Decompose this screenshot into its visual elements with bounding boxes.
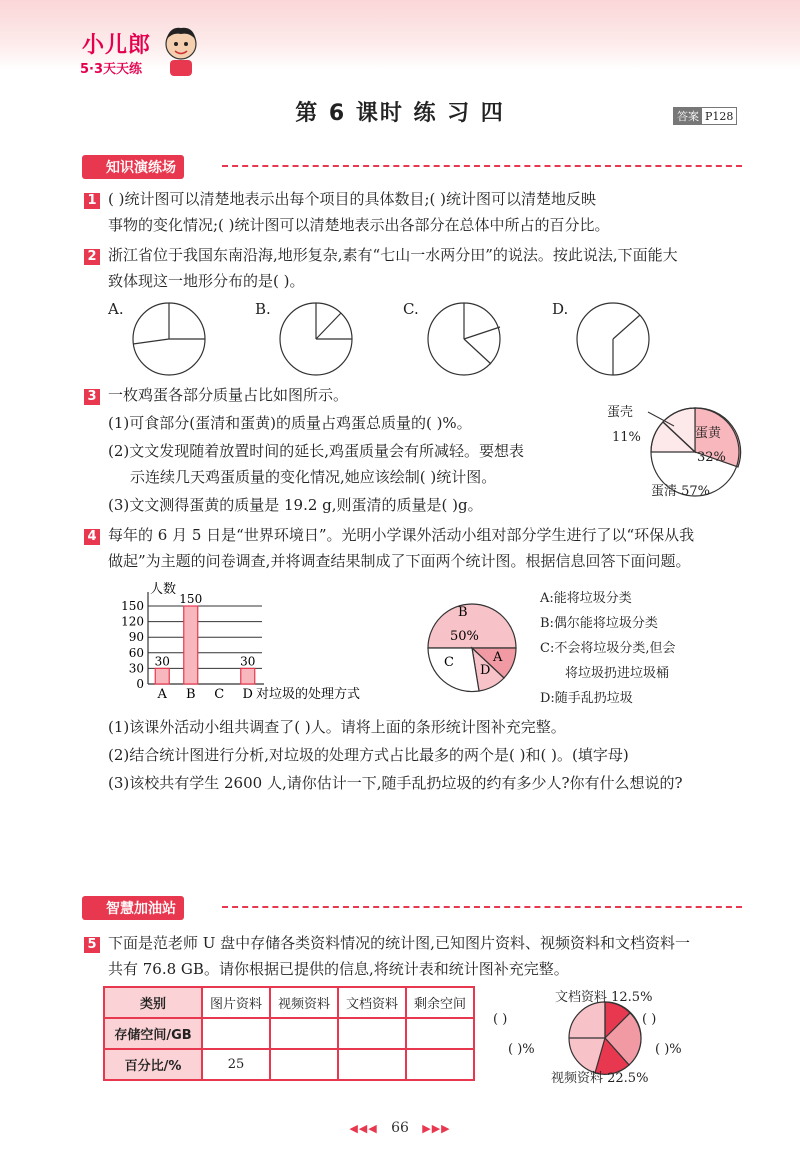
answer-page: P128 [705, 110, 734, 123]
q5-pie-blank-right-pct[interactable]: ( )% [655, 1042, 682, 1057]
pie-label-a: A [493, 650, 503, 665]
q5-line1: 下面是范老师 U 盘中存储各类资料情况的统计图,已知图片资料、视频资料和文档资料一 [108, 934, 690, 952]
bar-value-label: 150 [179, 592, 203, 606]
lesson-title: 第 6 课时 练 习 四 [295, 101, 505, 126]
q2-line1: 浙江省位于我国东南沿海,地形复杂,素有“七山一水两分田”的说法。按此说法,下面能大 [108, 246, 678, 264]
pie-label-c: C [444, 655, 454, 670]
q2-number-badge: 2 [84, 246, 100, 265]
q4-bar-chart [110, 578, 400, 708]
table-header-free: 剩余空间 [406, 987, 474, 1018]
egg-shell-label: 蛋壳 [607, 405, 634, 420]
egg-yolk-label: 蛋黄 [695, 426, 722, 441]
pie-label-b-pct: 50% [450, 629, 479, 644]
bar-chart-ylabel: 人数 [150, 582, 177, 597]
q5-number-badge: 5 [84, 934, 100, 953]
q4-number-badge: 4 [84, 526, 100, 545]
table-cell[interactable] [406, 1049, 474, 1080]
q5-pie-blank-left-pct[interactable]: ( )% [508, 1042, 535, 1057]
q4-legend-a: A:能将垃圾分类 [540, 591, 632, 606]
table-row-storage-label: 存储空间/GB [104, 1018, 202, 1049]
q2-option-d[interactable]: D. [552, 300, 569, 318]
q4-legend-c2: 将垃圾扔进垃圾桶 [565, 666, 670, 681]
table-cell[interactable] [338, 1018, 406, 1049]
section-divider [222, 165, 742, 167]
q1-line2: 事物的变化情况;( )统计图可以清楚地表示出各部分在总体中所占的百分比。 [108, 216, 610, 234]
bar-tick-label: 90 [128, 630, 144, 645]
bar-D [241, 668, 255, 684]
table-cell[interactable] [270, 1049, 338, 1080]
q2-pie-b [277, 300, 357, 380]
q1-line1: ( )统计图可以清楚地表示出每个项目的具体数目;( )统计图可以清楚地反映 [108, 190, 597, 208]
logo-title: 小儿郎 [82, 33, 152, 58]
q5-pie-blank-left[interactable]: ( ) [493, 1012, 508, 1027]
prev-arrows-icon[interactable]: ◀◀◀ [349, 1122, 378, 1135]
q4-part3: (3)该校共有学生 2600 人,请你估计一下,随手乱扔垃圾的约有多少人?你有什么想说的? [108, 774, 683, 792]
q5-pie-chart [565, 998, 645, 1078]
q4-part1: (1)该课外活动小组共调查了( )人。请将上面的条形统计图补充完整。 [108, 718, 566, 736]
table-cell[interactable] [202, 1018, 270, 1049]
q3-number-badge: 3 [84, 386, 100, 405]
q4-line2: 做起”为主题的问卷调查,并将调查结果制成了下面两个统计图。根据信息回答下面问题。 [108, 552, 691, 570]
table-row-percent-label: 百分比/% [104, 1049, 202, 1080]
answer-ref [673, 107, 737, 125]
bar-chart-bars [155, 592, 256, 702]
answer-label: 答案 [674, 108, 702, 124]
q4-legend-d: D:随手乱扔垃圾 [540, 691, 633, 706]
bar-chart-xlabel: 对垃圾的处理方式 [256, 687, 361, 702]
section-divider-2 [222, 906, 742, 908]
bar-B [184, 606, 198, 684]
table-header-category: 类别 [104, 987, 202, 1018]
q4-pie-chart [418, 598, 528, 698]
q5-line2: 共有 76.8 GB。请你根据已提供的信息,将统计表和统计图补充完整。 [108, 960, 569, 978]
bar-category-label: A [157, 687, 167, 702]
bar-tick-label: 30 [128, 661, 144, 676]
q4-line1: 每年的 6 月 5 日是“世界环境日”。光明小学课外活动小组对部分学生进行了以“环保从我 [108, 526, 695, 544]
pie-label-d: D [480, 663, 491, 678]
q3-part1: (1)可食部分(蛋清和蛋黄)的质量占鸡蛋总质量的( )%。 [108, 414, 472, 432]
q4-legend-b: B:偶尔能将垃圾分类 [540, 616, 658, 631]
q4-part2: (2)结合统计图进行分析,对垃圾的处理方式占比最多的两个是( )和( )。(填字母) [108, 746, 629, 764]
q2-option-b[interactable]: B. [255, 300, 271, 318]
table-cell[interactable]: 25 [202, 1049, 270, 1080]
bar-category-label: C [214, 687, 225, 702]
next-arrows-icon[interactable]: ▶▶▶ [422, 1122, 451, 1135]
q2-pie-d [574, 300, 654, 380]
bar-A [155, 668, 169, 684]
section-knowledge: 知识演练场 [82, 155, 184, 179]
q3-stem: 一枚鸡蛋各部分质量占比如图所示。 [108, 386, 349, 404]
bar-value-label: 30 [240, 654, 256, 669]
page-number: 66 [391, 1120, 409, 1136]
table-header-doc: 文档资料 [338, 987, 406, 1018]
egg-white-label: 蛋清 57% [651, 484, 711, 499]
mascot-icon [160, 22, 202, 78]
page-footer [0, 1120, 800, 1136]
bar-tick-label: 150 [121, 599, 144, 613]
logo-subtitle: 5·3天天练 [80, 62, 143, 77]
q5-pie-blank-right[interactable]: ( ) [642, 1012, 657, 1027]
table-cell[interactable] [338, 1049, 406, 1080]
q5-storage-table [103, 986, 475, 1081]
q3-part2a: (2)文文发现随着放置时间的延长,鸡蛋质量会有所减轻。要想表 [108, 442, 525, 460]
q2-option-c[interactable]: C. [403, 300, 419, 318]
q4-legend-c1: C:不会将垃圾分类,但会 [540, 641, 676, 656]
table-cell[interactable] [406, 1018, 474, 1049]
egg-shell-pct: 11% [612, 430, 641, 445]
q2-line2: 致体现这一地形分布的是( )。 [108, 272, 305, 290]
table-header-image: 图片资料 [202, 987, 270, 1018]
q3-part2b: 示连续几天鸡蛋质量的变化情况,她应该绘制( )统计图。 [130, 468, 497, 486]
bar-category-label: D [242, 687, 253, 702]
q2-option-a[interactable]: A. [108, 300, 124, 318]
q3-part3: (3)文文测得蛋黄的质量是 19.2 g,则蛋清的质量是( )g。 [108, 496, 483, 514]
bar-tick-label: 60 [128, 645, 144, 660]
table-header-video: 视频资料 [270, 987, 338, 1018]
q2-pie-c [425, 300, 505, 380]
q1-number-badge: 1 [84, 190, 100, 209]
bar-tick-label: 120 [121, 614, 144, 629]
bar-tick-label: 0 [136, 677, 144, 691]
egg-yolk-pct: 32% [697, 450, 726, 465]
bar-category-label: B [185, 687, 196, 702]
section-wisdom: 智慧加油站 [82, 896, 184, 920]
table-cell[interactable] [270, 1018, 338, 1049]
q5-pie-video-label: 视频资料 22.5% [551, 1071, 649, 1086]
bar-value-label: 30 [154, 654, 170, 669]
pie-label-b: B [458, 605, 468, 620]
q5-pie-doc-label: 文档资料 12.5% [555, 990, 653, 1005]
q2-pie-a [130, 300, 210, 380]
